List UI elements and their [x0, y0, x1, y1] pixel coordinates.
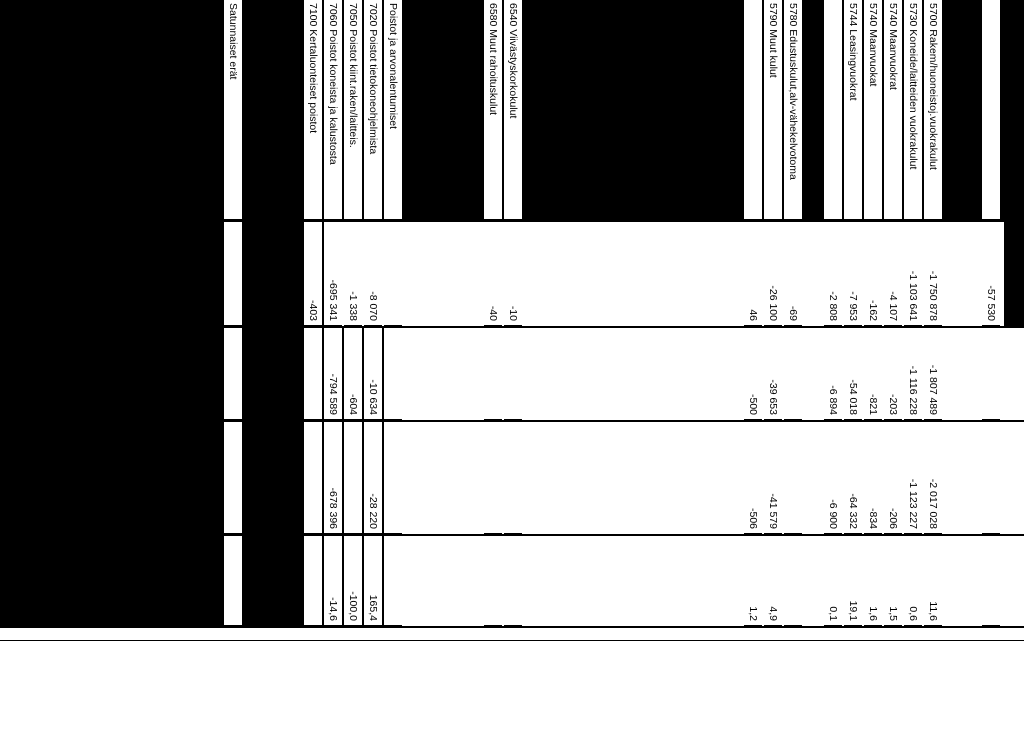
- percent-col: 19,1: [844, 536, 862, 626]
- table-row: [904, 0, 922, 734]
- table-row: [484, 0, 502, 734]
- row-label: [824, 0, 842, 220]
- value-col-2: -821: [864, 328, 882, 420]
- table-row: [364, 0, 382, 734]
- value-col-3: -2 017 028: [924, 422, 942, 534]
- row-label: Poistot ja arvonalentumiset: [384, 0, 402, 220]
- value-col-1: -7 953: [844, 222, 862, 326]
- row-label: 6540 Viivästyskorkokulut: [504, 0, 522, 220]
- value-col-3: -678 396: [324, 422, 342, 534]
- table-row: [344, 0, 362, 734]
- percent-col: 11,6: [924, 536, 942, 626]
- value-col-2: [224, 328, 242, 420]
- percent-col: 4,9: [764, 536, 782, 626]
- row-label: 7020 Poistot tietokoneohjelmista: [364, 0, 382, 220]
- percent-col: -14,6: [324, 536, 342, 626]
- row-label: 5700 Rakem/huoneistoj.vuokrakulut: [924, 0, 942, 220]
- value-col-3: -1 123 227: [904, 422, 922, 534]
- percent-col: 0,1: [824, 536, 842, 626]
- value-col-3: [484, 422, 502, 534]
- value-col-1: [384, 222, 402, 326]
- value-col-2: -6 894: [824, 328, 842, 420]
- row-label: 5744 Leasingvuokrat: [844, 0, 862, 220]
- value-col-1: -1 750 878: [924, 222, 942, 326]
- table-row: [924, 0, 942, 734]
- value-col-1: [224, 222, 242, 326]
- value-col-1: -40: [484, 222, 502, 326]
- table-row: [884, 0, 902, 734]
- percent-col: 1,5: [884, 536, 902, 626]
- value-col-2: -10 634: [364, 328, 382, 420]
- value-col-1: -69: [784, 222, 802, 326]
- value-col-1: -695 341: [324, 222, 342, 326]
- table-row: [384, 0, 402, 734]
- table-row: [844, 0, 862, 734]
- value-col-1: -26 100: [764, 222, 782, 326]
- percent-col: [504, 536, 522, 626]
- value-col-1: -4 107: [884, 222, 902, 326]
- value-col-1: -57 530: [982, 222, 1000, 326]
- percent-col: [384, 536, 402, 626]
- value-col-1: -1 103 641: [904, 222, 922, 326]
- value-col-3: [224, 422, 242, 534]
- percent-col: -100,0: [344, 536, 362, 626]
- value-col-1: 46: [744, 222, 762, 326]
- percent-col: [784, 536, 802, 626]
- value-col-1: -8 070: [364, 222, 382, 326]
- table-row: [982, 0, 1000, 734]
- table-row: [764, 0, 782, 734]
- value-col-1: -162: [864, 222, 882, 326]
- value-col-2: [784, 328, 802, 420]
- value-col-2: -1 116 228: [904, 328, 922, 420]
- value-col-2: -794 589: [324, 328, 342, 420]
- row-label: 5730 Koneide/laitteiden vuokrakulut: [904, 0, 922, 220]
- row-label: [982, 0, 1000, 220]
- row-label: 7050 Poistot kiint.raken/laitteis.: [344, 0, 362, 220]
- value-col-2: -54 018: [844, 328, 862, 420]
- value-col-2: -39 653: [764, 328, 782, 420]
- row-label: 7060 Poistot koneista ja kalustosta: [324, 0, 342, 220]
- value-col-3: [344, 422, 362, 534]
- value-col-3: -206: [884, 422, 902, 534]
- percent-col: 1,2: [744, 536, 762, 626]
- table-row: [324, 0, 342, 734]
- value-col-2: -604: [344, 328, 362, 420]
- value-col-1: -2 808: [824, 222, 842, 326]
- percent-col: [484, 536, 502, 626]
- value-col-2: [982, 328, 1000, 420]
- empty-grid-band: [0, 640, 1024, 735]
- value-col-2: [504, 328, 522, 420]
- row-label: 5780 Edustuskulut,alv-vähekelvotoma: [784, 0, 802, 220]
- table-row: [864, 0, 882, 734]
- value-col-3: -6 900: [824, 422, 842, 534]
- value-col-2: -1 807 489: [924, 328, 942, 420]
- table-row: [224, 0, 242, 734]
- value-col-1: -403: [304, 222, 322, 326]
- row-label: 5740 Maanvuokrat: [884, 0, 902, 220]
- percent-col: [304, 536, 322, 626]
- row-label: 5740 Maanvuokat: [864, 0, 882, 220]
- value-col-3: -41 579: [764, 422, 782, 534]
- value-col-2: [304, 328, 322, 420]
- value-col-3: -834: [864, 422, 882, 534]
- percent-col: [982, 536, 1000, 626]
- table-row: [504, 0, 522, 734]
- table-row: [304, 0, 322, 734]
- value-col-2: -203: [884, 328, 902, 420]
- value-col-2: [484, 328, 502, 420]
- table-row: [824, 0, 842, 734]
- value-col-1: -10: [504, 222, 522, 326]
- value-col-2: -500: [744, 328, 762, 420]
- row-label: Satunnaiset erät: [224, 0, 242, 220]
- percent-col: [224, 536, 242, 626]
- row-label: 7100 Kertaluonteiset poistot: [304, 0, 322, 220]
- value-col-3: [982, 422, 1000, 534]
- value-col-3: [504, 422, 522, 534]
- value-col-3: [384, 422, 402, 534]
- value-col-3: -28 220: [364, 422, 382, 534]
- percent-col: 165,4: [364, 536, 382, 626]
- value-col-2: [384, 328, 402, 420]
- row-label: 5790 Muut kulut: [764, 0, 782, 220]
- table-row: [744, 0, 762, 734]
- value-col-3: -506: [744, 422, 762, 534]
- value-col-3: -64 332: [844, 422, 862, 534]
- percent-col: 1,6: [864, 536, 882, 626]
- value-col-3: [304, 422, 322, 534]
- value-col-3: [784, 422, 802, 534]
- value-col-1: -1 338: [344, 222, 362, 326]
- row-label: [744, 0, 762, 220]
- percent-col: 0,6: [904, 536, 922, 626]
- row-label: 6580 Muut rahoituskulut: [484, 0, 502, 220]
- table-row: [784, 0, 802, 734]
